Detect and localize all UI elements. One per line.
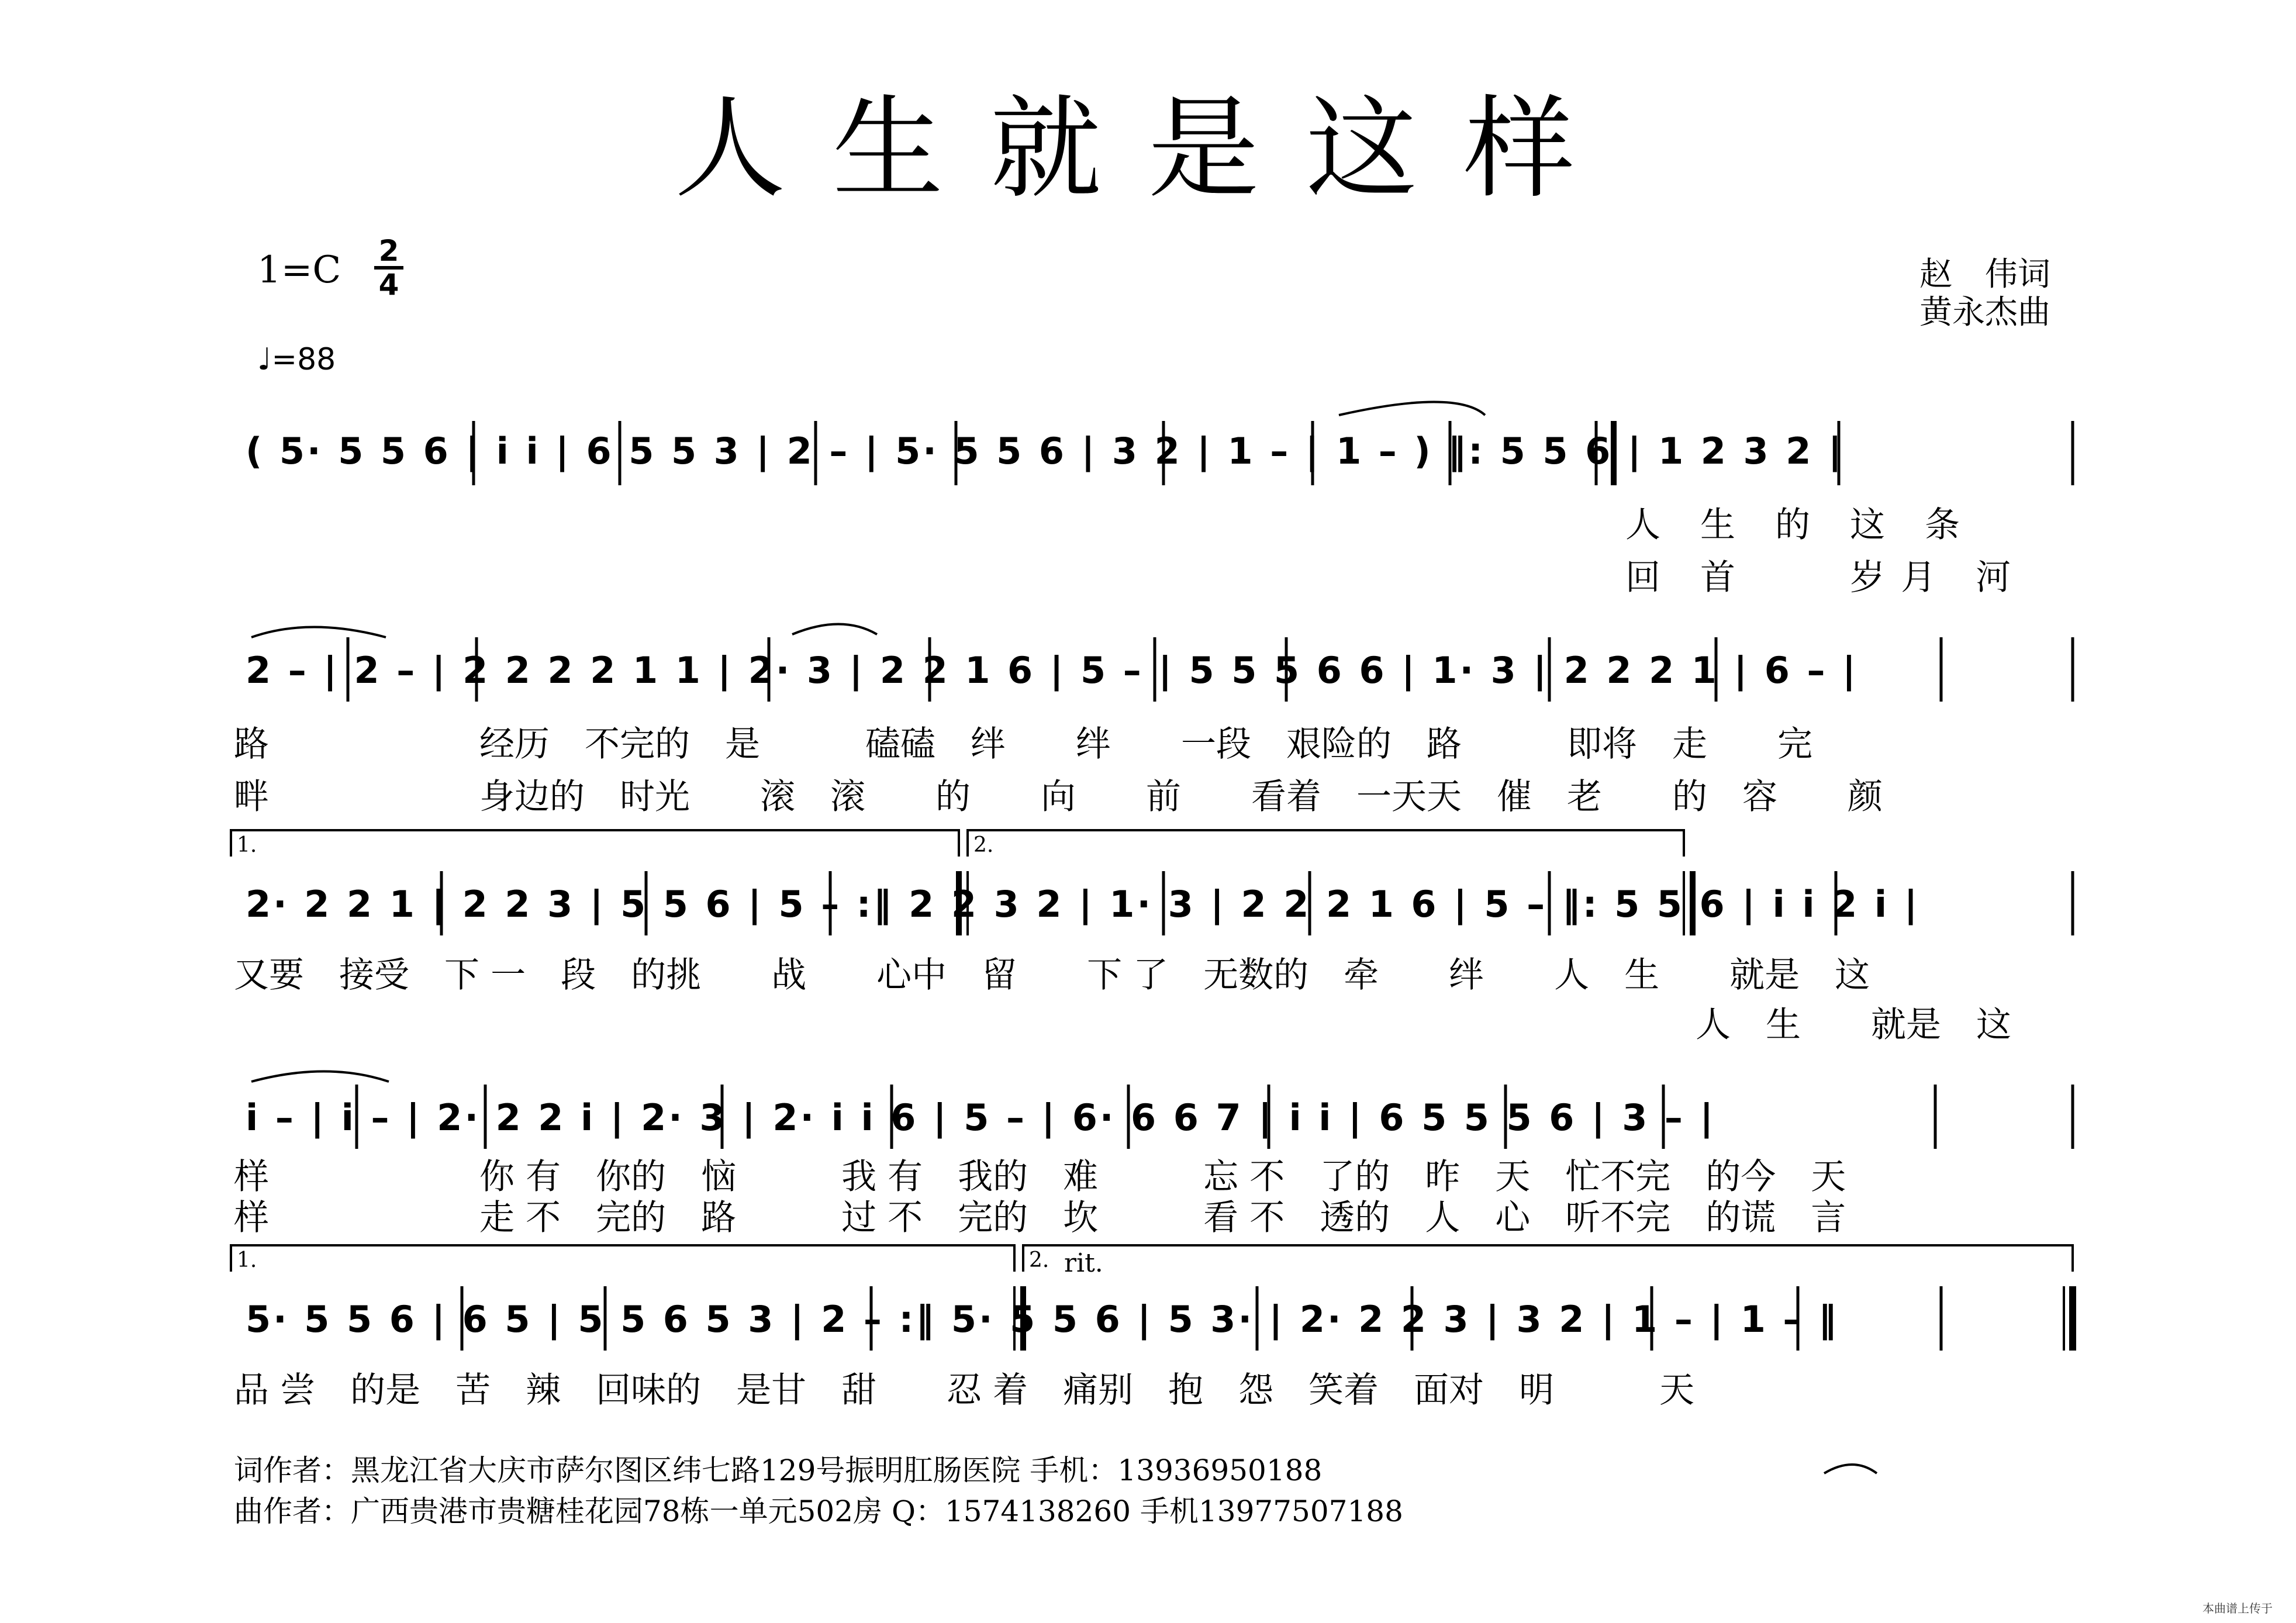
time-signature-bottom: 4 — [378, 268, 399, 302]
notation-row-2: 2 – | 2 – | 2 2 2 2 1 1 | 2· 3 | 2 2 1 6 | 5 – | 5 5 5 6 6 | 1· 3 | 2 2 2 1 | 6 – | — [246, 649, 1858, 692]
key-signature: 1=C — [257, 248, 341, 292]
volta-1-label: 1. — [237, 1248, 257, 1272]
lyrics-row-3-verse-2: 人 生 就是 这 — [1696, 1004, 2011, 1045]
lyrics-row-2-verse-2: 畔 身边的 时光 滚 滚 的 向 前 看着 一天天 催 老 的 容 颜 — [234, 776, 1883, 817]
lyrics-row-4-verse-2: 样 走 不 完的 路 过 不 完的 坎 看 不 透的 人 心 听不完 的谎 言 — [234, 1197, 1846, 1238]
notation-row-4: i – | i – | 2· 2 2 i | 2· 3 | 2· i i 6 | 5 – | 6· 6 6 7 | i i | 6 5 5 5 6 | 3 – | — [246, 1096, 1716, 1139]
lyrics-row-4-verse-1: 样 你 有 你的 恼 我 有 我的 难 忘 不 了的 昨 天 忙不完 的今 天 — [234, 1156, 1846, 1197]
composer-contact: 曲作者：广西贵港市贵糖桂花园78栋一单元502房 Q：1574138260 手机13977507188 — [234, 1494, 1403, 1528]
notation-row-5: 5· 5 5 6 | 6 5 | 5 5 6 5 3 | 2 – :‖ 5· 5 5 6 | 5 3· | 2· 2 2 3 | 3 2 | 1 – | 1 – ‖ — [246, 1298, 1839, 1341]
ritardando-marking: rit. — [1064, 1248, 1103, 1278]
volta-1-label: 1. — [237, 833, 257, 857]
composer-credit: 黄永杰曲 — [1919, 293, 2050, 331]
volta-2-label: 2. — [1029, 1248, 1049, 1272]
upload-watermark: 本曲谱上传于 — [2202, 1601, 2273, 1615]
lyrics-row-5-verse-1: 品 尝 的是 苦 辣 回味的 是甘 甜 忍 着 痛别 抱 怨 笑着 面对 明 天 — [234, 1370, 1695, 1411]
volta-2-label: 2. — [973, 833, 994, 857]
lyrics-row-3-verse-1: 又要 接受 下 一 段 的挑 战 心中 留 下 了 无数的 牵 绊 人 生 就是 这 — [234, 955, 1870, 996]
notation-row-1: ( 5· 5 5 6 | i i | 6 5 5 3 | 2 – | 5· 5 5 6 | 3 2 | 1 – | 1 – ) ‖: 5 5 6 | 1 2 3 2 | — [246, 430, 1844, 472]
lyrics-row-1-verse-1: 人 生 的 这 条 — [1625, 505, 1962, 545]
lyricist-credit: 赵 伟词 — [1919, 255, 2050, 293]
lyrics-row-2-verse-1: 路 经历 不完的 是 磕磕 绊 绊 一段 艰险的 路 即将 走 完 — [234, 724, 1812, 765]
tempo-marking: ♩=88 — [257, 342, 336, 377]
lyrics-row-1-verse-2: 回 首 岁 月 河 — [1625, 557, 2014, 598]
notation-row-3: 2· 2 2 1 | 2 2 3 | 5 5 6 | 5 – :‖ 2 2 3 2 | 1· 3 | 2 2 2 1 6 | 5 – ‖: 5 5 6 | i i 2 i | — [246, 883, 1920, 926]
song-title: 人生就是这样 — [674, 84, 1622, 213]
time-signature-top: 2 — [378, 234, 399, 268]
lyricist-contact: 词作者：黑龙江省大庆市萨尔图区纬七路129号振明肛肠医院 手机：13936950188 — [234, 1453, 1323, 1487]
